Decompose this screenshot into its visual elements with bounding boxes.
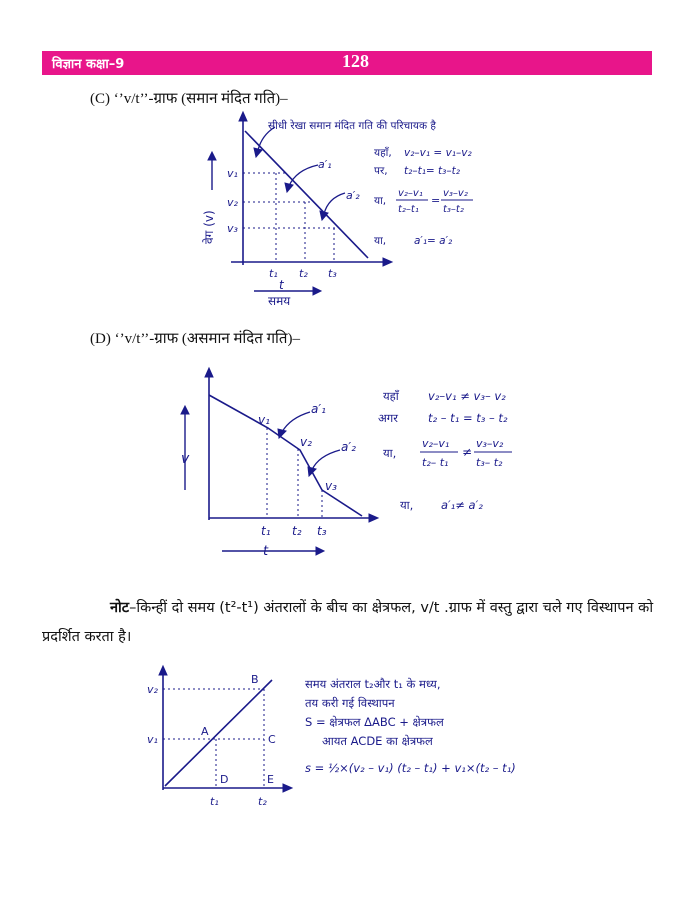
area-text-line-1: समय अंतराल t₂और t₁ के मध्य, — [305, 677, 441, 691]
section-d-heading: (D) ‘’v/t’’-ग्राफ (असमान मंदित गति)– — [90, 331, 300, 347]
c-t2-label: t₂ — [299, 267, 308, 280]
area-velocity-line — [165, 680, 272, 786]
c-eq3-right-den: t₃–t₂ — [443, 204, 464, 215]
area-point-c: C — [268, 733, 276, 746]
c-eq2-prefix: पर, — [374, 165, 388, 177]
d-eq3-right-num: v₃–v₂ — [476, 437, 504, 450]
d-a2-label: a′₂ — [341, 440, 356, 454]
area-y-axis-arrow-icon — [159, 666, 167, 675]
d-v1-label: v₁ — [258, 413, 270, 427]
d-eq1-prefix: यहाँ — [383, 389, 399, 403]
d-a1-label: a′₁ — [311, 402, 326, 416]
area-point-e: E — [267, 773, 274, 786]
area-v1-label: v₁ — [147, 733, 158, 746]
c-v2-label: v₂ — [227, 196, 238, 209]
d-t3-label: t₃ — [317, 524, 327, 538]
c-eq3-prefix: या, — [374, 195, 387, 207]
note-text: –किन्हीं दो समय (t²-t¹) अंतरालों के बीच का क्षेत्रफल, v/t .ग्राफ में वस्तु द्वारा चले गए विस्थापन को प्रदर्शित करता है। — [42, 600, 654, 645]
page-number: 128 — [342, 51, 369, 71]
d-eq2-expr: t₂ – t₁ = t₃ – t₂ — [428, 411, 508, 425]
d-y-axis-label: v — [181, 451, 190, 467]
d-eq3-neq: ≠ — [462, 445, 473, 459]
area-formula: s = ½×(v₂ – v₁) (t₂ – t₁) + v₁×(t₂ – t₁) — [305, 761, 516, 775]
c-eq4-prefix: या, — [374, 235, 387, 247]
c-v3-label: v₃ — [227, 222, 238, 235]
c-eq4-expr: a′₁= a′₂ — [414, 235, 453, 247]
c-annotation-text: सीधी रेखा समान मंदित गति की परिचायक है — [268, 120, 436, 132]
c-eq3-left-den: t₂–t₁ — [398, 204, 419, 215]
d-x-arrow-label: t — [263, 544, 269, 559]
d-eq3-prefix: या, — [383, 446, 397, 460]
c-x-axis-label: समय — [268, 294, 291, 308]
area-point-d: D — [220, 773, 229, 786]
c-eq3-right-num: v₃–v₂ — [443, 188, 468, 199]
d-v3-label: v₃ — [325, 479, 337, 493]
book-title: विज्ञान कक्षा–9 — [52, 57, 125, 72]
d-eq2-prefix: अगर — [378, 411, 398, 425]
c-a2-label: a′₂ — [346, 189, 360, 202]
area-v2-label: v₂ — [147, 683, 158, 696]
d-t1-label: t₁ — [261, 524, 271, 538]
d-eq1-expr: v₂–v₁ ≠ v₃– v₂ — [428, 389, 506, 403]
c-eq3-left-num: v₂–v₁ — [398, 188, 423, 199]
c-t3-label: t₃ — [328, 267, 337, 280]
d-eq3-left-num: v₂–v₁ — [422, 437, 450, 450]
area-text-line-3: S = क्षेत्रफल ΔABC + क्षेत्रफल — [305, 715, 444, 729]
d-v2-label: v₂ — [300, 435, 312, 449]
area-text-line-4: आयत ACDE का क्षेत्रफल — [322, 734, 433, 748]
c-a1-label: a′₁ — [318, 158, 332, 171]
d-eq4-expr: a′₁≠ a′₂ — [441, 498, 483, 512]
section-c-heading: (C) ‘’v/t’’-ग्राफ (समान मंदित गति)– — [90, 91, 288, 107]
d-t2-label: t₂ — [292, 524, 302, 538]
area-text-line-2: तय करी गई विस्थापन — [305, 696, 395, 710]
d-eq3-left-den: t₂– t₁ — [422, 456, 449, 469]
area-x-axis-arrow-icon — [283, 784, 292, 792]
note-label: नोट — [110, 600, 130, 616]
c-t1-label: t₁ — [269, 267, 278, 280]
c-eq1-prefix: यहाँ, — [374, 147, 392, 159]
c-eq1-expr: v₂–v₁ = v₁–v₂ — [404, 147, 472, 159]
d-eq4-prefix: या, — [400, 498, 414, 512]
area-t2-label: t₂ — [258, 795, 267, 808]
area-point-a: A — [201, 725, 209, 738]
area-t1-label: t₁ — [210, 795, 219, 808]
c-y-axis-label: वेग (v) — [202, 210, 216, 244]
c-x-arrow-label: t — [279, 278, 284, 292]
c-eq2-expr: t₂–t₁= t₃–t₂ — [404, 165, 460, 177]
c-v1-label: v₁ — [227, 167, 238, 180]
d-eq3-right-den: t₃– t₂ — [476, 456, 503, 469]
c-eq3-equals: = — [431, 194, 441, 207]
area-point-b: B — [251, 673, 259, 686]
